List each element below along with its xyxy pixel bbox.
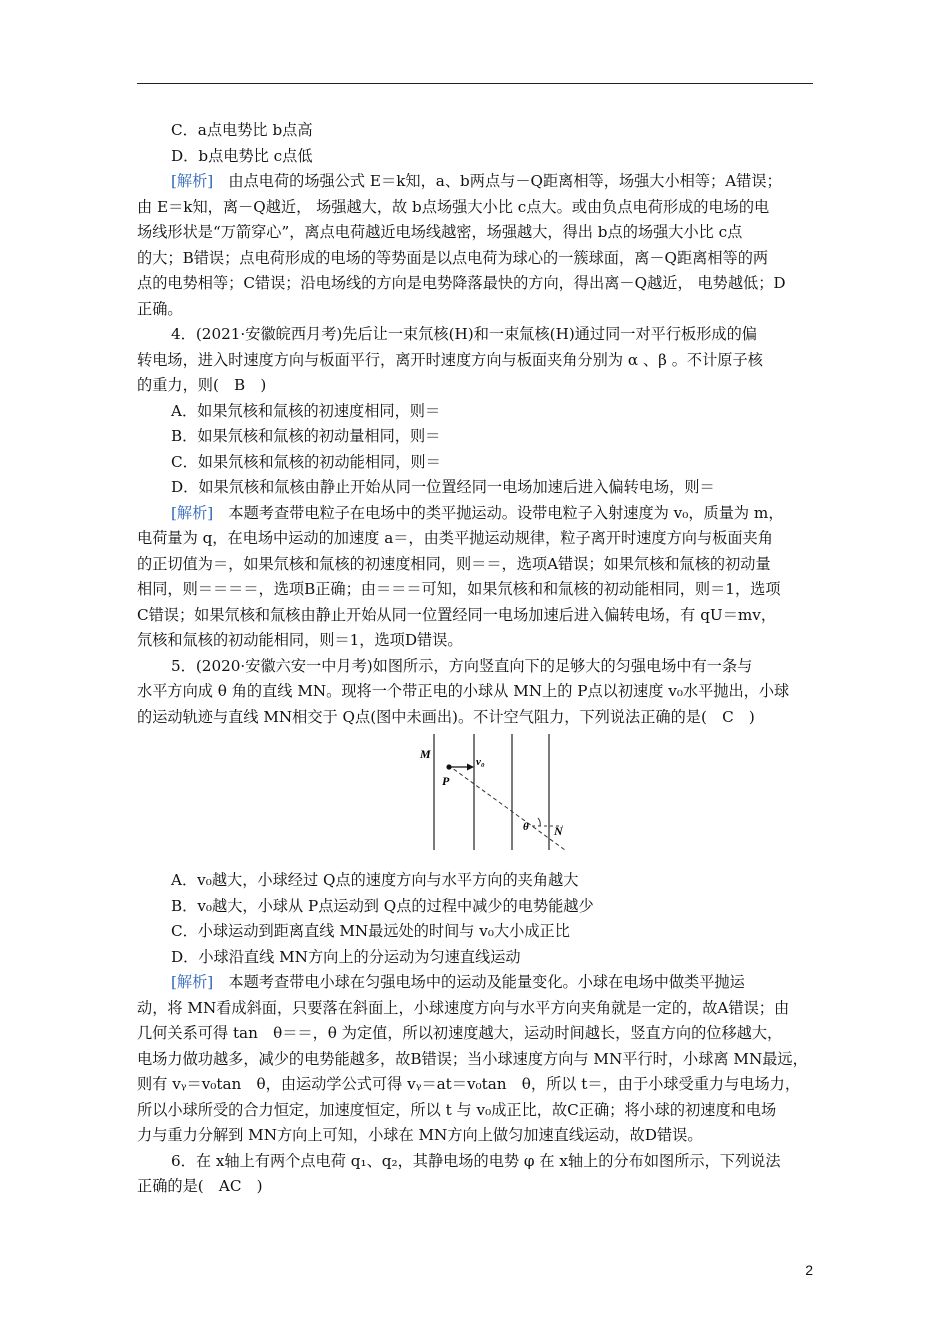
q4-option-a: A．如果氘核和氚核的初速度相同，则＝ bbox=[171, 401, 441, 420]
q3-option-d: D．b点电势比 c点低 bbox=[171, 146, 313, 165]
explanation-line: 所以小球所受的合力恒定，加速度恒定，所以 t 与 v₀成正比，故C正确；将小球的初速度和电场 bbox=[137, 1100, 777, 1119]
explanation-line: 本题考查带电小球在匀强电场中的运动及能量变化。小球在电场中做类平抛运 bbox=[213, 973, 745, 991]
q6-stem-line: 正确的是( AC ) bbox=[137, 1177, 263, 1195]
explanation-label: [解析] bbox=[171, 503, 214, 522]
label-v0: v₀ bbox=[476, 756, 485, 768]
explanation-line: 场线形状是“万箭穿心”，离点电荷越近电场线越密，场强越大，得出 b点的场强大小比 c点 bbox=[137, 223, 743, 241]
q5-stem-line: 的运动轨迹与直线 MN相交于 Q点(图中未画出)。不计空气阻力，下列说法正确的是( C ) bbox=[137, 707, 755, 726]
explanation-line: 则有 vᵧ＝v₀tan θ，由运动学公式可得 vᵧ＝at＝v₀tan θ，所以 t＝，由于小球受重力与电场力， bbox=[137, 1075, 801, 1093]
q4-option-d: D．如果氘核和氚核由静止开始从同一位置经同一电场加速后进入偏转电场，则＝ bbox=[171, 478, 715, 496]
explanation-line: 相同，则＝＝＝＝，选项B正确；由＝＝＝可知，如果氘核和和氚核的初动能相同，则＝1，选项 bbox=[137, 580, 781, 598]
explanation-line: 氘核和氚核的初动能相同，则＝1，选项D错误。 bbox=[137, 631, 463, 649]
explanation-line: 正确。 bbox=[137, 299, 183, 318]
page-number: 2 bbox=[805, 1262, 813, 1278]
page-content bbox=[137, 118, 813, 1200]
explanation-line: 电荷量为 q，在电场中运动的加速度 a＝，由类平抛运动规律，粒子离开时速度方向与板面夹角 bbox=[137, 529, 773, 547]
label-theta: θ bbox=[523, 821, 529, 833]
q6-stem: 6．在 x轴上有两个点电荷 q₁、q₂，其静电场的电势 φ 在 x轴上的分布如图所示，下列说法 bbox=[171, 1151, 781, 1170]
explanation-line: 电场力做功越多，减少的电势能越多，故B错误；当小球速度方向与 MN平行时，小球离 MN最远， bbox=[137, 1049, 808, 1068]
field-diagram bbox=[417, 732, 577, 854]
point-p bbox=[446, 764, 451, 769]
explanation-line: 的正切值为＝，如果氘核和氚核的初速度相同，则＝＝，选项A错误；如果氘核和氚核的初动量 bbox=[137, 554, 771, 573]
explanation-label: [解析] bbox=[171, 172, 214, 190]
explanation-label: [解析] bbox=[171, 973, 214, 991]
line-mn bbox=[448, 765, 565, 850]
q4-stem: 4．(2021·安徽皖西月考)先后让一束氘核(H)和一束氚核(H)通过同一对平行板形成的偏 bbox=[171, 325, 757, 343]
explanation-line: 力与重力分解到 MN方向上可知，小球在 MN方向上做匀加速直线运动，故D错误。 bbox=[137, 1126, 703, 1144]
explanation-line: 几何关系可得 tan θ＝＝，θ 为定值，所以初速度越大，运动时间越长，竖直方向的位移越大， bbox=[137, 1024, 783, 1042]
q3-explanation bbox=[137, 169, 813, 195]
explanation-line: C错误；如果氘核和氚核由静止开始从同一位置经同一电场加速后进入偏转电场，有 qU＝mv， bbox=[137, 605, 777, 624]
q5-stem-line: 水平方向成 θ 角的直线 MN。现将一个带正电的小球从 MN上的 P点以初速度 v₀水平抛出，小球 bbox=[137, 682, 790, 700]
explanation-line: 动，将 MN看成斜面，只要落在斜面上，小球速度方向与水平方向夹角就是一定的，故A错误；由 bbox=[137, 998, 790, 1017]
label-n: N bbox=[554, 824, 563, 838]
label-m: M bbox=[420, 747, 431, 761]
q3-option-c: C．a点电势比 b点高 bbox=[171, 121, 313, 139]
q4-stem-line: 的重力，则( B ) bbox=[137, 376, 267, 394]
q4-option-c: C．如果氘核和氚核的初动能相同，则＝ bbox=[171, 452, 441, 471]
q5-option-c: C．小球运动到距离直线 MN最远处的时间与 v₀大小成正比 bbox=[171, 922, 570, 940]
q4-stem-line: 转电场，进入时速度方向与板面平行，离开时速度方向与板面夹角分别为 α 、β 。不计原子核 bbox=[137, 350, 763, 369]
q5-option-b: B．v₀越大，小球从 P点运动到 Q点的过程中减少的电势能越少 bbox=[171, 896, 594, 915]
explanation-line: 由 E＝k知，离－Q越近， 场强越大，故 b点场强大小比 c点大。或由负点电荷形成的电场的电 bbox=[137, 197, 770, 216]
q5-explanation bbox=[137, 970, 813, 996]
explanation-line: 的大；B错误；点电荷形成的电场的等势面是以点电荷为球心的一簇球面，离－Q距离相等的两 bbox=[137, 248, 769, 267]
velocity-arrowhead bbox=[467, 764, 474, 771]
label-p: P bbox=[442, 774, 450, 788]
explanation-line: 点的电势相等；C错误；沿电场线的方向是电势降落最快的方向，得出离－Q越近， 电势越低；D bbox=[137, 274, 786, 292]
q5-option-a: A．v₀越大，小球经过 Q点的速度方向与水平方向的夹角越大 bbox=[171, 871, 579, 889]
q4-explanation bbox=[137, 501, 813, 527]
q4-option-b: B．如果氘核和氚核的初动量相同，则＝ bbox=[171, 427, 441, 445]
header-rule bbox=[137, 83, 813, 84]
q5-figure bbox=[137, 732, 813, 862]
explanation-line: 本题考查带电粒子在电场中的类平抛运动。设带电粒子入射速度为 v₀，质量为 m， bbox=[213, 503, 784, 522]
q5-stem: 5．(2020·安徽六安一中月考)如图所示，方向竖直向下的足够大的匀强电场中有一条与 bbox=[171, 656, 753, 675]
angle-arc bbox=[538, 818, 540, 826]
explanation-line: 由点电荷的场强公式 E＝k知，a、b两点与－Q距离相等，场强大小相等；A错误； bbox=[213, 172, 782, 190]
q5-option-d: D．小球沿直线 MN方向上的分运动为匀速直线运动 bbox=[171, 947, 521, 966]
